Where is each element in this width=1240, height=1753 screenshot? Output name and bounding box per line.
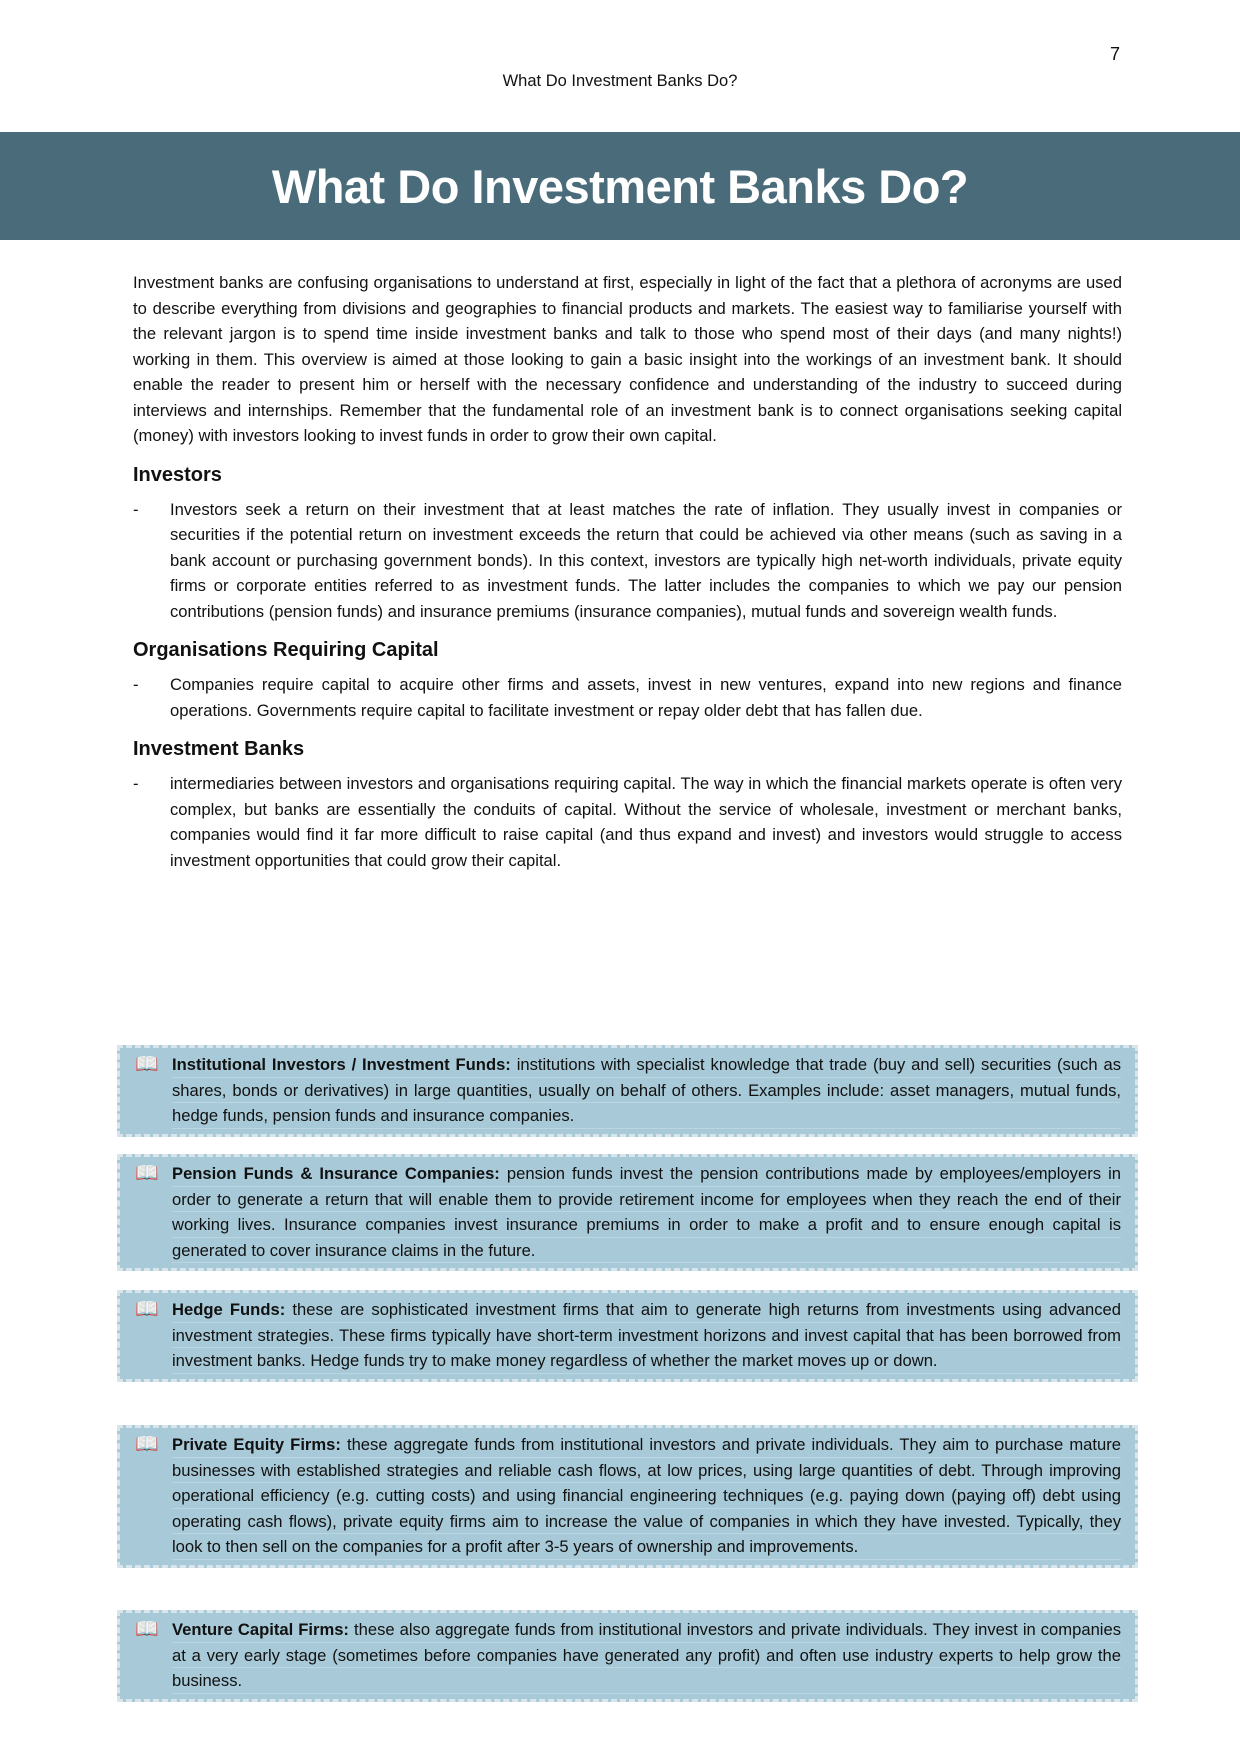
- definition-text: [172, 1432, 1121, 1560]
- dash-bullet: -: [133, 675, 139, 694]
- bullet-text: intermediaries between investors and organisations requiring capital. The way in which the financial markets operate is often very complex, but banks are essentially the conduits of capital. Without the service of wholesale, investment or merchant banks, companies would find it far more difficult to raise capital (and thus expand and invest) and investors would struggle to access investment opportunities that could grow their capital.: [170, 774, 1122, 870]
- dash-bullet: -: [133, 774, 139, 793]
- bullet-item: [133, 672, 1122, 723]
- definition-text: [172, 1297, 1121, 1374]
- definition-body: institutions with specialist knowledge that trade (buy and sell) securities (such as shares, bonds or derivatives) in large quantities, usually on behalf of others. Examples include: asset managers, mutual funds, hedge funds, pension funds and insurance companies.: [172, 1055, 1121, 1125]
- definition-term: Institutional Investors / Investment Funds:: [172, 1055, 511, 1074]
- book-icon: 📖: [135, 1163, 159, 1184]
- definition-term: Hedge Funds:: [172, 1300, 286, 1319]
- definition-box: [117, 1154, 1138, 1271]
- running-header: What Do Investment Banks Do?: [502, 72, 738, 90]
- page-title-banner: [0, 132, 1240, 240]
- definition-text: [172, 1617, 1121, 1694]
- page-title: What Do Investment Banks Do?: [271, 159, 969, 213]
- page-number: 7: [1110, 44, 1121, 64]
- definition-box: [117, 1425, 1138, 1568]
- definition-term: Private Equity Firms:: [172, 1435, 341, 1454]
- bullet-item: [133, 497, 1122, 625]
- definition-term: Pension Funds & Insurance Companies:: [172, 1164, 500, 1183]
- definition-text: [172, 1052, 1121, 1129]
- bullet-text: Companies require capital to acquire other firms and assets, invest in new ventures, expand into new regions and finance operations. Governments require capital to facilitate investment or repay older debt that has fallen due.: [170, 675, 1122, 720]
- book-icon: 📖: [135, 1299, 159, 1320]
- definition-body: these aggregate funds from institutional investors and private individuals. They aim to purchase mature businesses with established strategies and reliable cash flows, at low prices, using large quantities of debt. Through improving operational efficiency (e.g. cutting costs) and using financial engineering techniques (e.g. paying down (paying off) debt using operating cash flows), private equity firms aim to increase the value of companies in which they have invested. Typically, they look to then sell on the companies for a profit after 3-5 years of ownership and improvements.: [172, 1435, 1121, 1556]
- definition-box: [117, 1290, 1138, 1382]
- book-icon: 📖: [135, 1434, 159, 1455]
- main-content: [133, 270, 1122, 873]
- definition-body: these are sophisticated investment firms that aim to generate high returns from investments using advanced investment strategies. These firms typically have short-term investment horizons and invest capital that has been borrowed from investment banks. Hedge funds try to make money regardless of whether the market moves up or down.: [172, 1300, 1122, 1370]
- section-heading: Investors: [133, 463, 222, 486]
- book-icon: 📖: [135, 1054, 159, 1075]
- section-heading: Investment Banks: [133, 738, 305, 760]
- definition-term: Venture Capital Firms:: [172, 1620, 349, 1639]
- definition-box: [117, 1045, 1138, 1137]
- bullet-item: [133, 771, 1122, 873]
- definition-body: these also aggregate funds from institutional investors and private individuals. They invest in companies at a very early stage (sometimes before companies have generated any profit) and often use industry experts to help grow the business.: [172, 1620, 1122, 1690]
- definition-text: [172, 1161, 1121, 1263]
- definition-body: pension funds invest the pension contributions made by employees/employers in order to generate a return that will enable them to provide retirement income for employees when they reach the end of their working lives. Insurance companies invest insurance premiums in order to make a profit and to ensure enough capital is generated to cover insurance claims in the future.: [172, 1164, 1121, 1260]
- section-heading: Organisations Requiring Capital: [133, 639, 439, 661]
- definition-box: [117, 1610, 1138, 1702]
- intro-paragraph: Investment banks are confusing organisations to understand at first, especially in light of the fact that a plethora of acronyms are used to describe everything from divisions and geographies to financial products and markets. The easiest way to familiarise yourself with the relevant jargon is to spend time inside investment banks and talk to those who spend most of their days (and many nights!) working in them. This overview is aimed at those looking to gain a basic insight into the workings of an investment bank. It should enable the reader to present him or herself with the necessary confidence and understanding of the industry to succeed during interviews and internships. Remember that the fundamental role of an investment bank is to connect organisations seeking capital (money) with investors looking to invest funds in order to grow their own capital.: [133, 273, 1122, 445]
- dash-bullet: -: [133, 499, 139, 519]
- bullet-text: Investors seek a return on their investment that at least matches the rate of inflation. They usually invest in companies or securities if the potential return on investment exceeds the return that could be achieved via other means (such as saving in a bank account or purchasing government bonds). In this context, investors are typically high net-worth individuals, private equity firms or corporate entities referred to as investment funds. The latter includes the companies to which we pay our pension contributions (pension funds) and insurance premiums (insurance companies), mutual funds and sovereign wealth funds.: [170, 499, 1122, 621]
- book-icon: 📖: [135, 1619, 159, 1640]
